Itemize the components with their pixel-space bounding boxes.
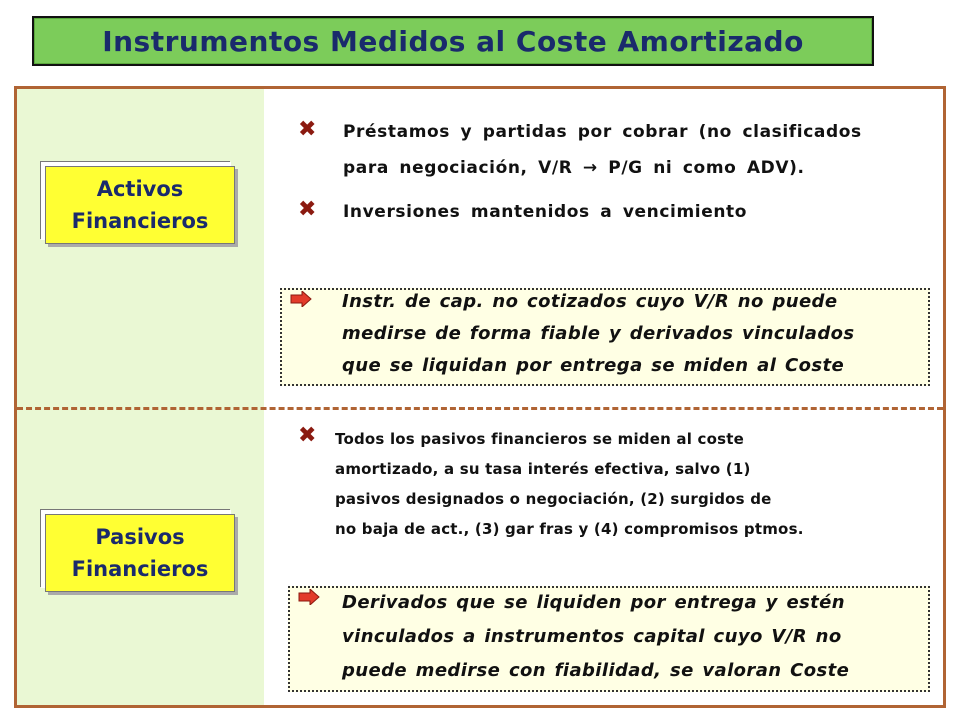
activos-label-line1: Activos <box>96 177 184 201</box>
activos-note-line3: que se liquidan por entrega se miden al Coste <box>342 355 845 376</box>
arrow-right-icon <box>298 589 320 605</box>
pasivos-note-line2: vinculados a instrumentos capital cuyo V/R no <box>342 626 842 647</box>
pasivos-label-box <box>45 514 235 592</box>
x-mark-icon: ✖ <box>298 423 317 448</box>
pasivos-label-line2: Financieros <box>71 557 209 581</box>
pasivos-note-line1: Derivados que se liquiden por entrega y estén <box>342 592 846 613</box>
page-title: Instrumentos Medidos al Coste Amortizado <box>102 24 804 58</box>
pasivos-bullet-line2: amortizado, a su tasa interés efectiva, salvo (1) <box>335 460 751 478</box>
activos-label-line2: Financieros <box>71 209 209 233</box>
pasivos-bullet-line3: pasivos designados o negociación, (2) surgidos de <box>335 490 772 508</box>
title-banner <box>32 16 874 66</box>
pasivos-note-line3: puede medirse con fiabilidad, se valoran Coste <box>342 660 850 681</box>
section-divider <box>17 407 943 410</box>
arrow-right-icon <box>290 291 312 307</box>
activos-bullet1-line1: Préstamos y partidas por cobrar (no clasificados <box>343 122 862 142</box>
activos-note-line2: medirse de forma fiable y derivados vinculados <box>342 323 855 344</box>
activos-bullet1-line2: para negociación, V/R → P/G ni como ADV). <box>343 158 805 178</box>
x-mark-icon: ✖ <box>298 197 317 222</box>
x-mark-icon: ✖ <box>298 117 317 142</box>
activos-bullet2-line1: Inversiones mantenidos a vencimiento <box>343 202 748 222</box>
activos-label-box <box>45 166 235 244</box>
activos-note-line1: Instr. de cap. no cotizados cuyo V/R no puede <box>342 291 838 312</box>
pasivos-bullet-line4: no baja de act., (3) gar fras y (4) compromisos ptmos. <box>335 520 804 538</box>
pasivos-bullet-line1: Todos los pasivos financieros se miden al coste <box>335 430 744 448</box>
pasivos-label-line1: Pasivos <box>95 525 185 549</box>
